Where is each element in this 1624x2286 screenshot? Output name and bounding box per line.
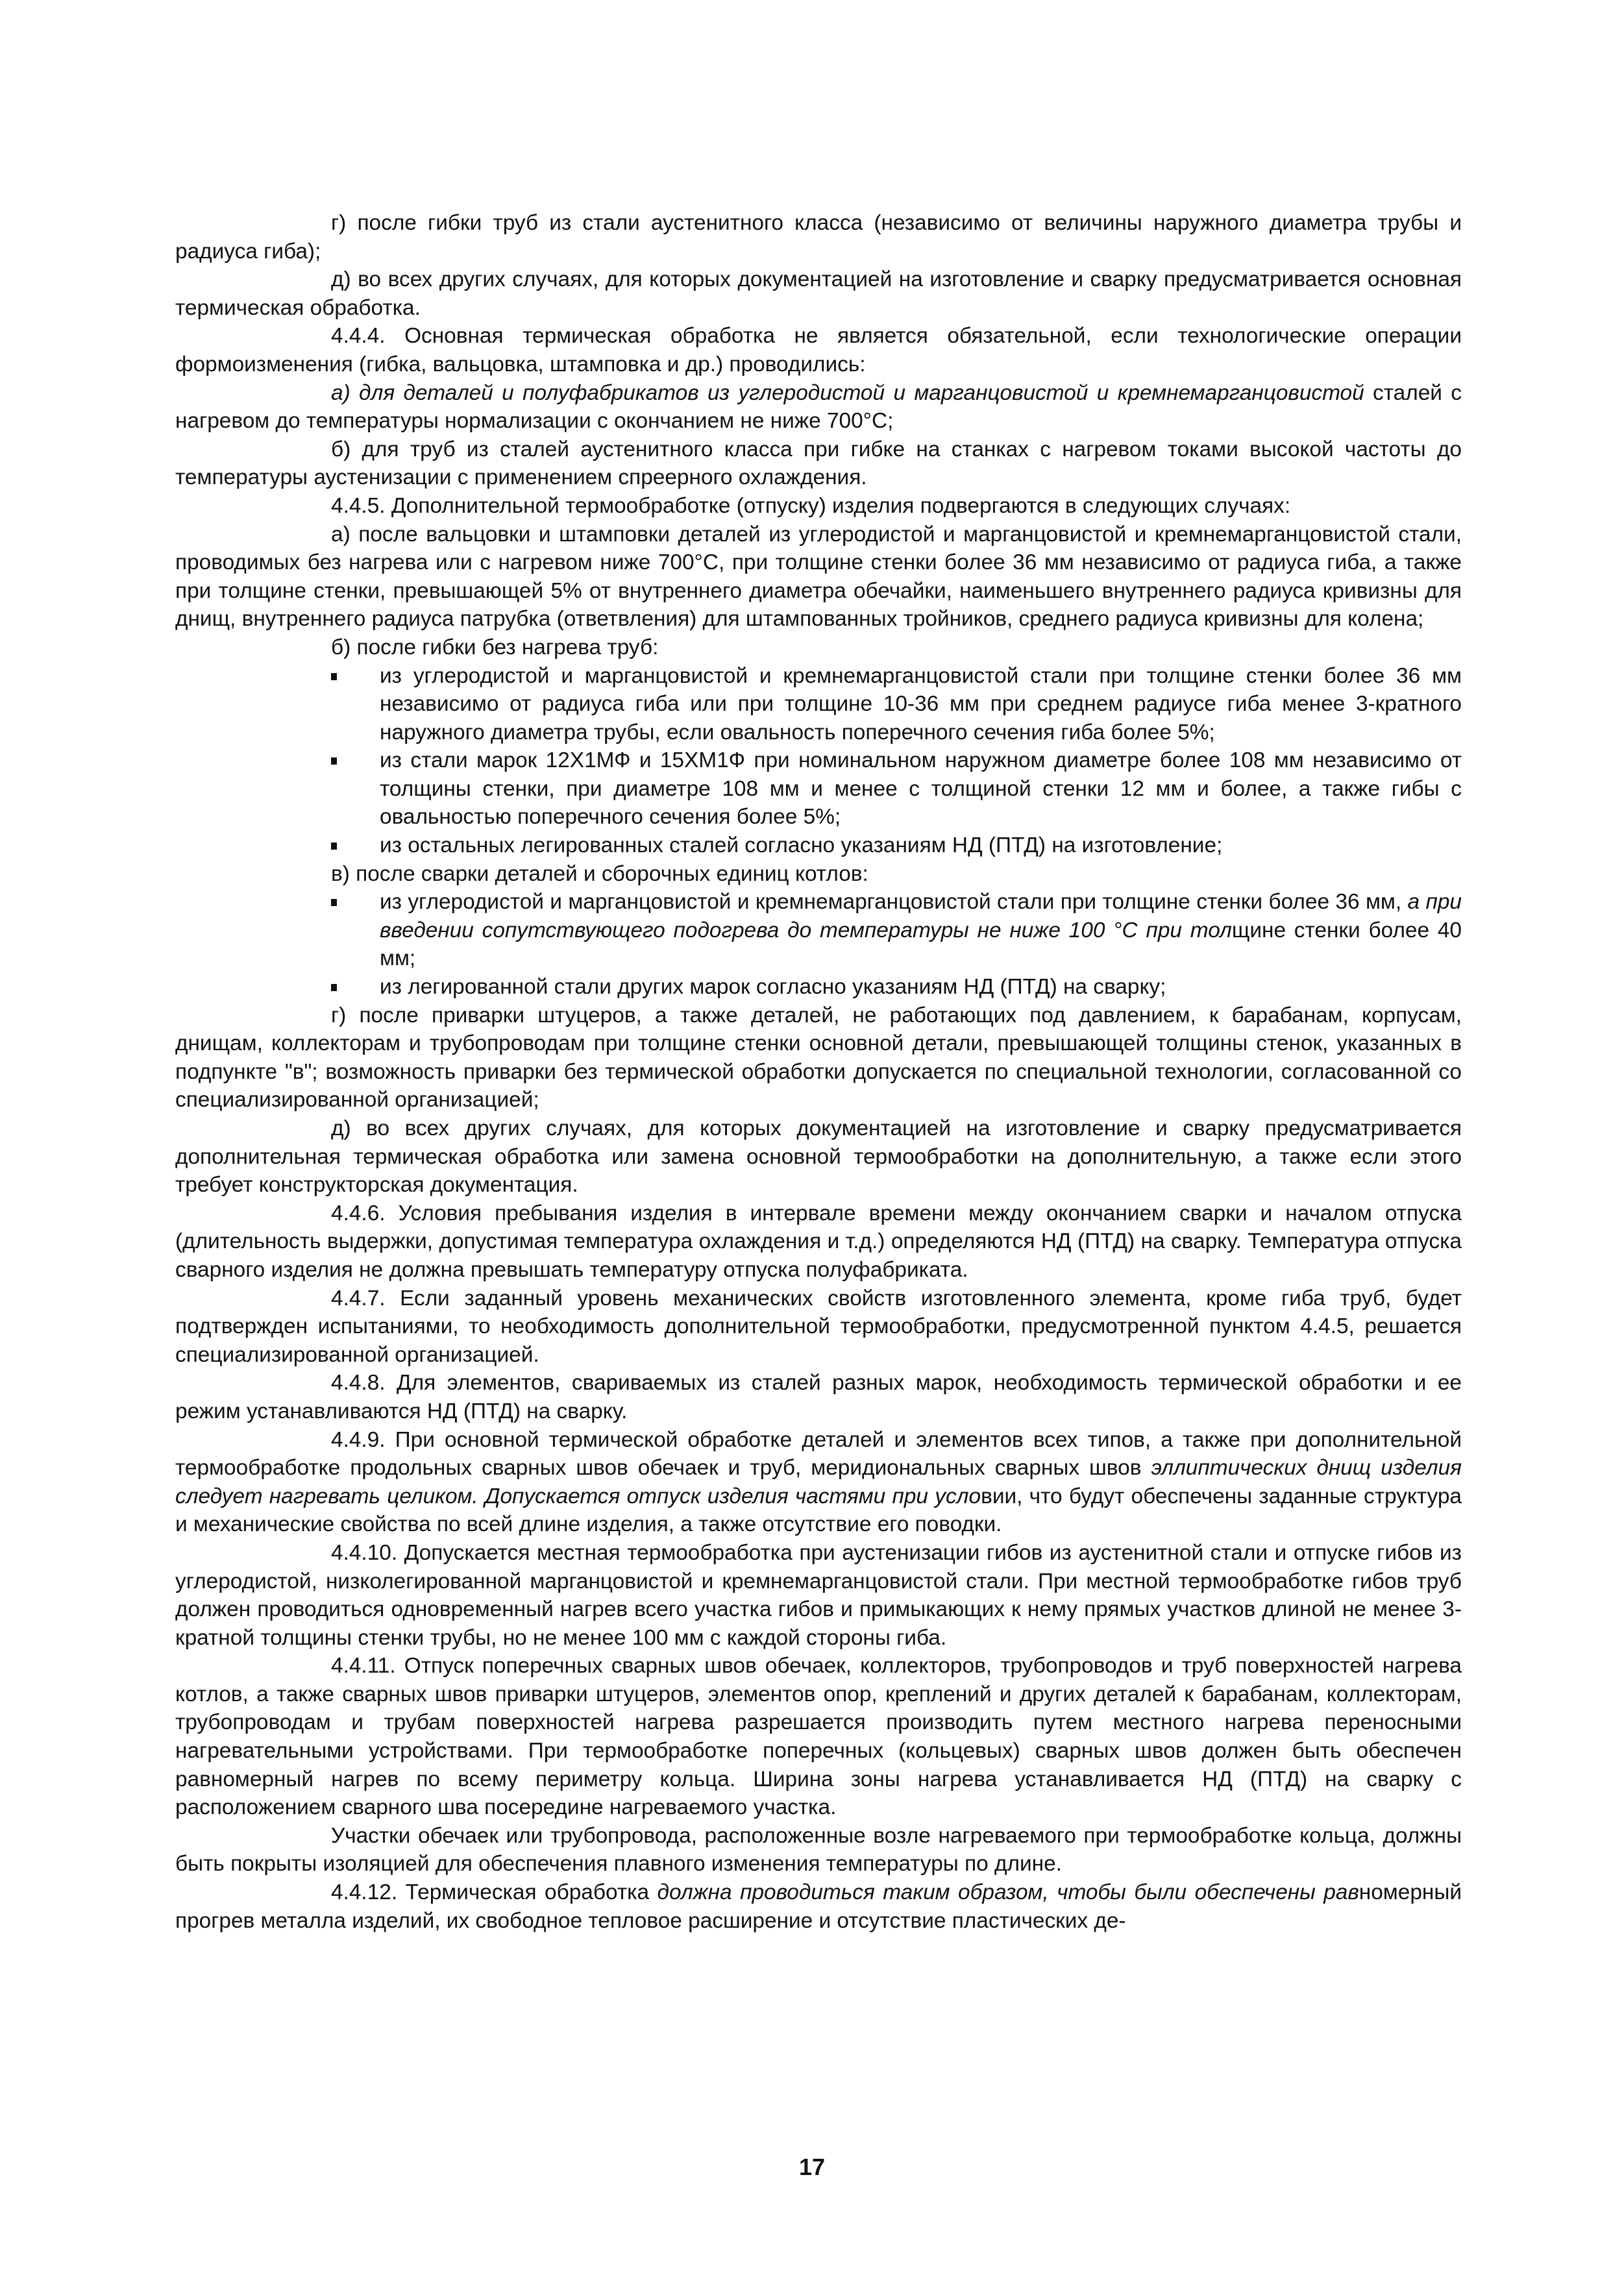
paragraph: 4.4.6. Условия пребывания изделия в интервале времени между окончанием сварки и началом отпуска (длительность выдержки, допустимая температура охлаждения и т.д.) определяются НД (ПТД) на сварку. Температура отпуска сварного изделия не должна превышать температуру отпуска полуфабриката.: [175, 1201, 1462, 1282]
list-item-text: из легированной стали других марок согласно указаниям НД (ПТД) на сварку;: [380, 975, 1166, 1000]
bullet-list-b: [175, 662, 1462, 860]
list-item-text: из стали марок 12Х1МФ и 15ХМ1Ф при номинальном наружном диаметре более 108 мм независимо от толщины стенки, при диаметре 108 мм и менее с толщиной стенки 12 мм и более, а также гибы с овальностью поперечного сечения более 5%;: [380, 748, 1462, 830]
paragraph-text: 4.4.9. При основной термической обработке деталей и элементов всех типов, а также при дополнительной термообработке продольных сварных швов обечаек и труб, меридиональных сварных швов: [175, 1427, 1462, 1481]
italic-text: а при введении сопутствующего подогрева до температуры не ниже 100 °С при тол: [380, 890, 1462, 942]
paragraph-text: вии, что будут обеспечены заданные структура и механические свойства по всей длине изделия, а также отсутствие его поводки.: [175, 1484, 1462, 1537]
italic-text: должна проводиться таким образом, чтобы были обеспечены рав: [649, 1880, 1359, 1905]
paragraph: 4.4.11. Отпуск поперечных сварных швов обечаек, коллекторов, трубопроводов и труб поверхностей нагрева котлов, а также сварных швов приварки штуцеров, элементов опор, креплений и других деталей к барабанам, коллекторам, трубопроводам и трубам поверхностей нагрева разрешается производить путем местного нагрева переносными нагревательными устройствами. При термообработке поперечных (кольцевых) сварных швов должен быть обеспечен равномерный нагрев по всему периметру кольца. Ширина зоны нагрева устанавливается НД (ПТД) на сварку с расположением сварного шва посередине нагреваемого участка.: [175, 1654, 1462, 1820]
paragraph: в) после сварки деталей и сборочных единиц котлов:: [331, 861, 868, 886]
italic-text: а) для деталей и полуфабрикатов из углеродистой и марганцовистой и кремнемарганцовистой: [331, 380, 1364, 405]
square-bullet-icon: [331, 757, 337, 765]
paragraph: а) после вальцовки и штамповки деталей из углеродистой и марганцовистой и кремнемарганцовистой стали, проводимых без нагрева или с нагревом ниже 700°С, при толщине стенки более 36 мм независимо от радиуса гиба, а также при толщине стенки, превышающей 5% от внутреннего диаметра обечайки, наименьшего внутреннего радиуса кривизны для днищ, внутреннего радиуса патрубка (ответвления) для штампованных тройников, среднего радиуса кривизны для колена;: [175, 522, 1462, 632]
document-body: [175, 209, 1462, 1935]
list-item: [380, 973, 1462, 1002]
list-item: [380, 746, 1462, 831]
paragraph-text: сталей с нагревом до температуры нормализации с окончанием не ниже 700°С;: [175, 380, 1462, 434]
paragraph: д) во всех других случаях, для которых документацией на изготовление и сварку предусматривается дополнительная термическая обработка или замена основной термообработки на дополнительную, а также если этого требует конструкторская документация.: [175, 1116, 1462, 1198]
paragraph: г) после гибки труб из стали аустенитного класса (независимо от величины наружного диаметра трубы и радиуса гиба);: [175, 211, 1462, 264]
paragraph-4412: [175, 1878, 1462, 1935]
paragraph: 4.4.5. Дополнительной термообработке (отпуску) изделия подвергаются в следующих случаях:: [331, 493, 1291, 518]
list-item: [380, 831, 1462, 860]
paragraph: д) во всех других случаях, для которых документацией на изготовление и сварку предусматривается основная термическая обработка.: [175, 267, 1462, 320]
paragraph: б) после гибки без нагрева труб:: [331, 635, 659, 659]
italic-text: эллиптических днищ изделия следует нагревать целиком. Допускается отпуск изделия частями при усло: [175, 1456, 1462, 1508]
square-bullet-icon: [331, 673, 337, 680]
square-bullet-icon: [331, 842, 337, 850]
list-item: [380, 662, 1462, 747]
square-bullet-icon: [331, 984, 337, 991]
paragraph: б) для труб из сталей аустенитного класса при гибке на станках с нагревом токами высокой частоты до температуры аустенизации с применением спреерного охлаждения.: [175, 437, 1462, 490]
paragraph: Участки обечаек или трубопровода, расположенные возле нагреваемого при термообработке кольца, должны быть покрыты изоляцией для обеспечения плавного изменения температуры по длине.: [175, 1823, 1462, 1876]
list-item-text: из остальных легированных сталей согласно указаниям НД (ПТД) на изготовление;: [380, 833, 1223, 858]
page-number: 17: [798, 2154, 826, 2180]
paragraph: 4.4.7. Если заданный уровень механических свойств изготовленного элемента, кроме гиба труб, будет подтвержден испытаниями, то необходимость дополнительной термообработки, предусмотренной пунктом 4.4.5, решается специализированной организацией.: [175, 1286, 1462, 1367]
paragraph-text: номерный прогрев металла изделий, их свободное тепловое расширение и отсутствие пластических де-: [175, 1880, 1462, 1933]
list-item-text: из углеродистой и марганцовистой и кремнемарганцовистой стали при толщине стенки более 36 мм независимо от радиуса гиба или при толщине 10-36 мм при среднем радиусе гиба менее 3-кратного наружного диаметра трубы, если овальность поперечного сечения гиба более 5%;: [380, 663, 1462, 744]
list-item-text: щине стенки более 40 мм;: [380, 918, 1462, 971]
paragraph-449: [175, 1426, 1462, 1539]
square-bullet-icon: [331, 899, 337, 906]
list-item: [380, 888, 1462, 973]
list-item-text: из углеродистой и марганцовистой и кремнемарганцовистой стали при толщине стенки более 36 мм,: [380, 890, 1402, 915]
bullet-list-v: [175, 888, 1462, 1001]
paragraph: 4.4.10. Допускается местная термообработка при аустенизации гибов из аустенитной стали и отпуске гибов из углеродистой, низколегированной марганцовистой и кремнемарганцовистой стали. При местной термообработке гибов труб должен проводиться одновременный нагрев всего участка гибов и примыкающих к нему прямых участков длиной не менее 3-кратной толщины стенки трубы, но не менее 100 мм с каждой стороны гиба.: [175, 1540, 1462, 1650]
paragraph: 4.4.8. Для элементов, свариваемых из сталей разных марок, необходимость термической обработки и ее режим устанавливаются НД (ПТД) на сварку.: [175, 1371, 1462, 1423]
paragraph-444a: [175, 379, 1462, 436]
paragraph: г) после приварки штуцеров, а также деталей, не работающих под давлением, к барабанам, корпусам, днищам, коллекторам и трубопроводам при толщине стенки основной детали, превышающей толщины стенок, указанных в подпункте "в"; возможность приварки без термической обработки допускается по специальной технологии, согласованной со специализированной организацией;: [175, 1003, 1462, 1112]
paragraph-text: 4.4.12. Термическая обработка: [331, 1880, 650, 1905]
paragraph: 4.4.4. Основная термическая обработка не является обязательной, если технологические операции формоизменения (гибка, вальцовка, штамповка и др.) проводились:: [175, 324, 1462, 376]
